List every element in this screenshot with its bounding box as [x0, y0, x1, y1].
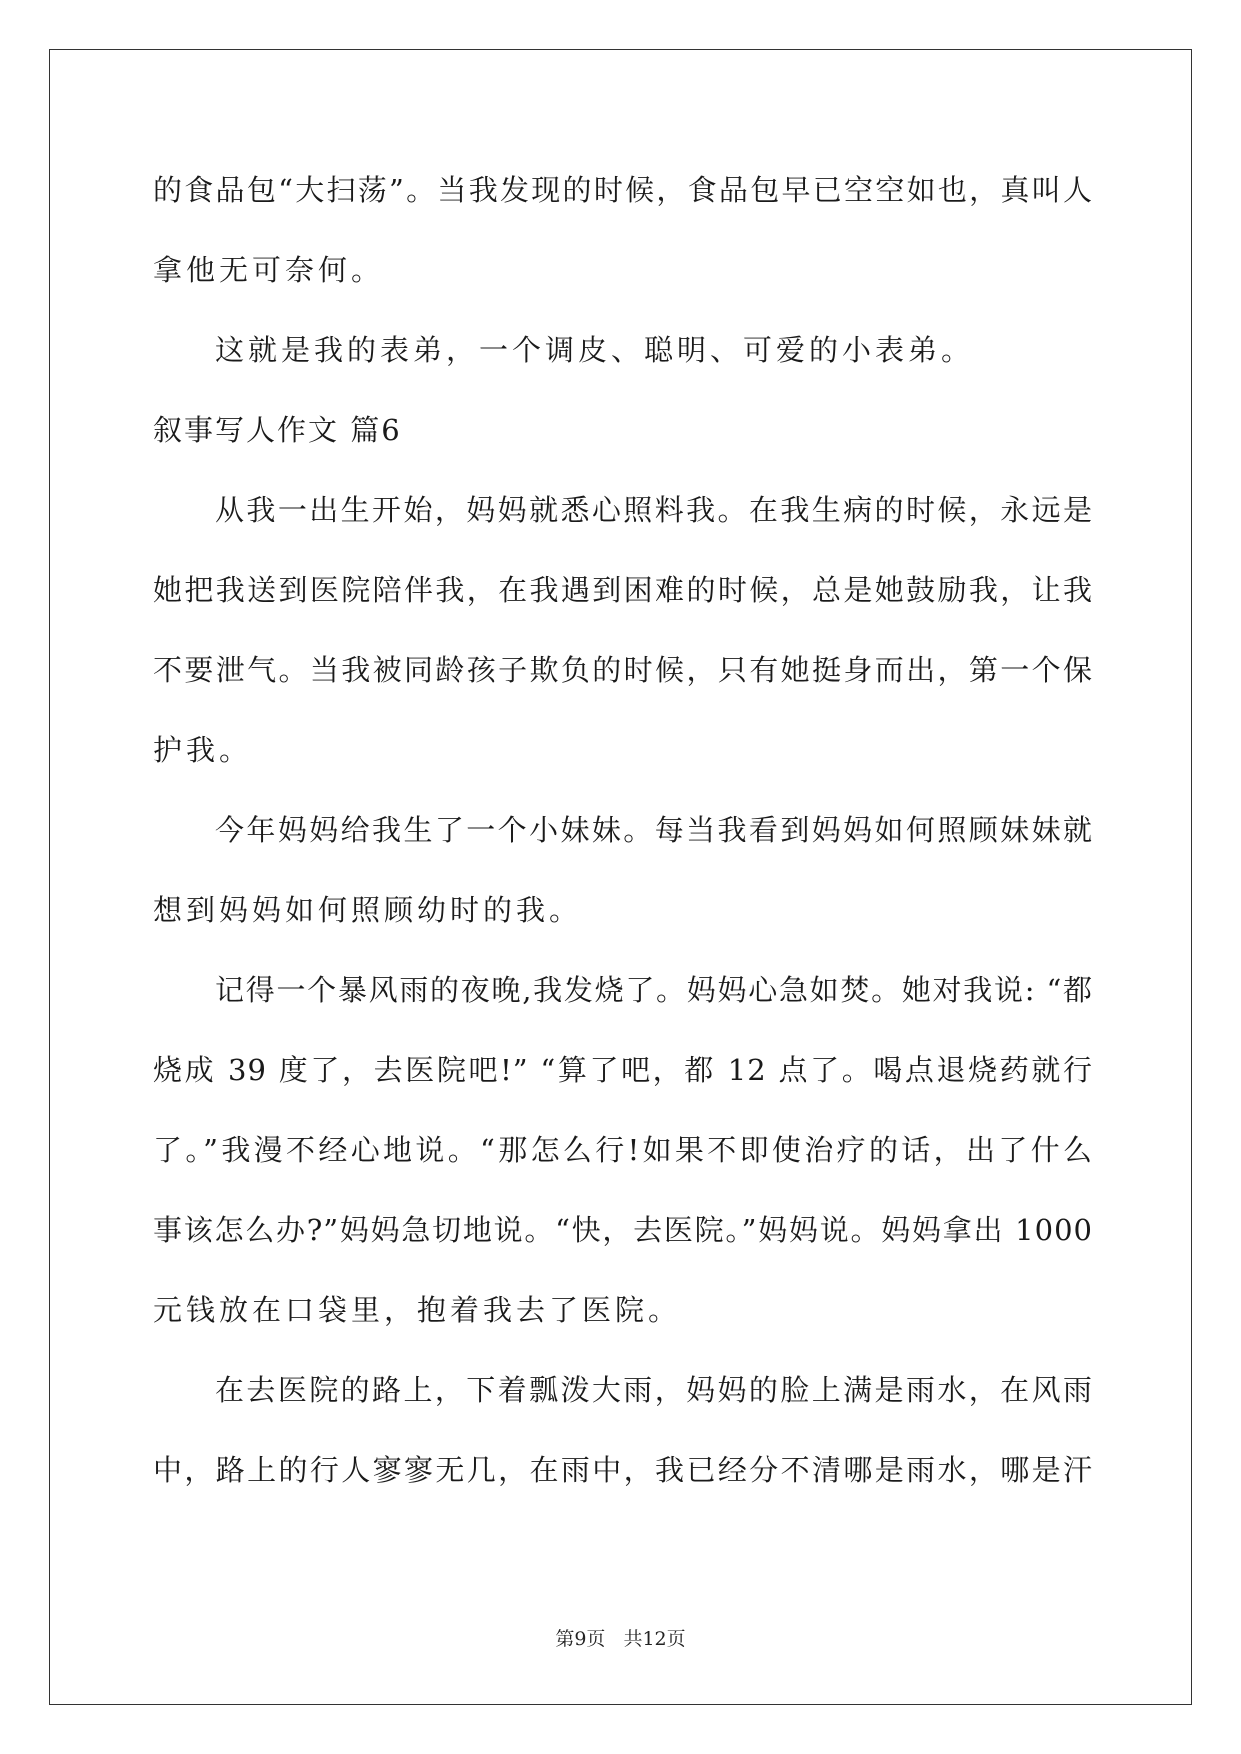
text-line: 从我一出生开始，妈妈就悉心照料我。在我生病的时候，永远是 [215, 493, 1093, 527]
text-line: 元钱放在口袋里，抱着我去了医院。 [153, 1293, 682, 1327]
text-line: 这就是我的表弟，一个调皮、聪明、可爱的小表弟。 [215, 333, 975, 367]
text-line: 了。”我漫不经心地说。“那怎么行!如果不即使治疗的话，出了什么 [153, 1133, 1093, 1167]
text-line: 烧成 39 度了，去医院吧!” “算了吧，都 12 点了。喝点退烧药就行 [153, 1053, 1093, 1087]
text-line: 她把我送到医院陪伴我，在我遇到困难的时候，总是她鼓励我，让我 [153, 573, 1093, 607]
text-line: 记得一个暴风雨的夜晚,我发烧了。妈妈心急如焚。她对我说: “都 [215, 973, 1093, 1007]
text-line: 在去医院的路上，下着瓢泼大雨，妈妈的脸上满是雨水，在风雨 [215, 1373, 1093, 1407]
text-line: 不要泄气。当我被同龄孩子欺负的时候，只有她挺身而出，第一个保 [153, 653, 1093, 687]
document-body [153, 150, 1093, 1510]
page-footer [0, 1624, 1241, 1651]
text-line: 拿他无可奈何。 [153, 253, 385, 287]
text-line: 今年妈妈给我生了一个小妹妹。每当我看到妈妈如何照顾妹妹就 [215, 813, 1093, 847]
text-line: 想到妈妈如何照顾幼时的我。 [153, 893, 583, 927]
text-line: 的食品包“大扫荡”。当我发现的时候，食品包早已空空如也，真叫人 [153, 173, 1093, 207]
section-heading: 叙事写人作文 篇6 [153, 413, 402, 447]
text-line: 中，路上的行人寥寥无几，在雨中，我已经分不清哪是雨水，哪是汗 [153, 1453, 1093, 1487]
page-total: 共12页 [623, 1628, 686, 1650]
page-number: 第9页 [555, 1628, 606, 1650]
text-line: 事该怎么办?”妈妈急切地说。“快，去医院。”妈妈说。妈妈拿出 1000 [153, 1213, 1093, 1247]
text-line: 护我。 [153, 733, 253, 767]
